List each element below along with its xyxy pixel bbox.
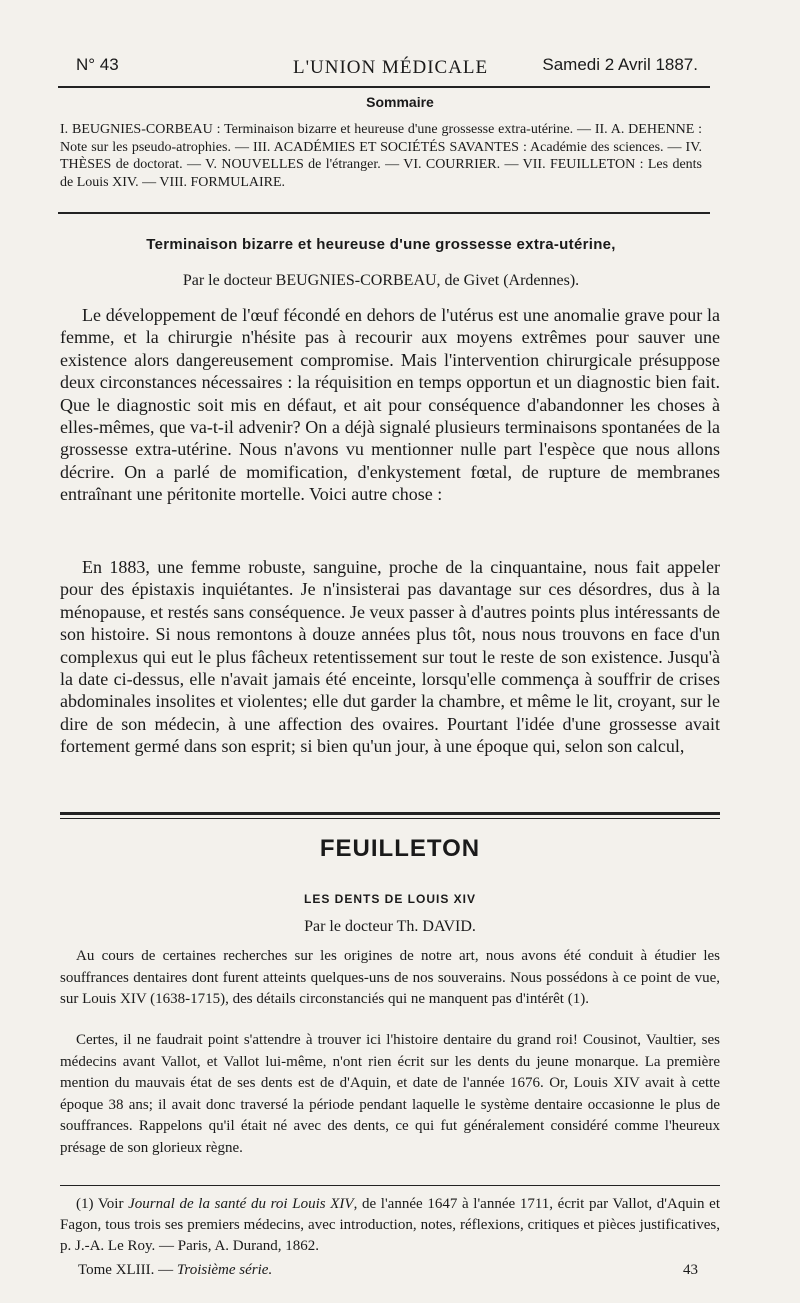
- page-footer: [78, 1262, 698, 1279]
- sommaire-title: Sommaire: [366, 94, 434, 110]
- footnote-rule: [60, 1185, 720, 1186]
- sommaire-text: I. BEUGNIES-CORBEAU : Terminaison bizarre et heureuse d'une grossesse extra-utérine. — II. A. DEHENNE : Note sur les pseudo-atrophies. — III. ACADÉMIES ET SOCIÉTÉS SAVANTES : Académie des sciences. — IV. THÈSES de doctorat. — V. NOUVELLES de l'étranger. — VI. COURRIER. — VII. FEUILLETON : Les dents de Louis XIV. — VIII. FORMULAIRE.: [60, 122, 702, 190]
- sommaire-rule: [58, 212, 710, 214]
- feuilleton-title: FEUILLETON: [319, 835, 481, 862]
- article-author: Par le docteur BEUGNIES-CORBEAU, de Givet (Ardennes).: [182, 272, 580, 289]
- page-header: [58, 55, 698, 85]
- feuilleton-author: Par le docteur Th. DAVID.: [304, 918, 476, 935]
- footer-tome: Tome XLIII. —: [78, 1262, 177, 1278]
- footnote-title: Journal de la santé du roi Louis XIV: [128, 1196, 354, 1212]
- header-rule: [58, 86, 710, 88]
- article-paragraph-text: Le développement de l'œuf fécondé en dehors de l'utérus est une anomalie grave pour la femme, et la chirurgie n'hésite pas à recourir aux moyens extrêmes pour sauver une existence alors dangereusement compromise. Mais l'intervention chirurgicale présuppose deux circonstances nécessaires : la réquisition en temps opportun et un diagnostic bien fait. Que le diagnostic soit mis en défaut, et ait pour conséquence d'abandonner les choses à elles-mêmes, que va-t-il advenir? On a déjà signalé plusieurs terminaisons spontanées de la grossesse extra-utérine. Nous n'avons vu mentionner nulle part l'espèce que nous allons décrire. On a parlé de momification, d'enkystement fœtal, de rupture de membranes entraînant une péritonite mortelle. Voici autre chose :: [60, 305, 720, 505]
- feuilleton-rule-bottom: [60, 818, 720, 819]
- feuilleton-paragraph-2: [60, 1030, 720, 1160]
- page-number: 43: [683, 1262, 698, 1278]
- issue-date: Samedi 2 Avril 1887.: [542, 55, 698, 74]
- feuilleton-rule-top: [60, 812, 720, 815]
- feuilleton-paragraph-1: [60, 946, 720, 1011]
- journal-title: L'UNION MÉDICALE: [293, 57, 489, 78]
- article-paragraph-1: [60, 304, 720, 506]
- footnote: [60, 1194, 720, 1257]
- feuilleton-subtitle: LES DENTS DE LOUIS XIV: [303, 892, 477, 906]
- footnote-marker: (1) Voir: [76, 1196, 129, 1212]
- feuilleton-paragraph-text: Certes, il ne faudrait point s'attendre à trouver ici l'histoire dentaire du grand roi! Cousinot, Vaultier, ses médecins avant Vallot, et Vallot lui-même, n'ont rien écrit sur les dents du jeune monarque. La première mention du mauvais état de ses dents est de d'Aquin, et date de l'année 1676. Or, Louis XIV avait à cette époque 38 ans; il avait donc traversé la période pendant laquelle le système dentaire occasionne le plus de souffrances. Rappelons qu'il était né avec des dents, ce qui fut généralement considéré comme l'heureux présage de son glorieux règne.: [60, 1032, 720, 1156]
- footer-serie: Troisième série.: [176, 1262, 273, 1278]
- feuilleton-paragraph-text: Au cours de certaines recherches sur les origines de notre art, nous avons été conduit à étudier les souffrances dentaires dont furent atteints quelques-uns de nos souverains. Nous possédons à ce point de vue, sur Louis XIV (1638-1715), des détails circonstanciés qui ne manquent pas d'intérêt (1).: [60, 948, 720, 1008]
- issue-number: N° 43: [76, 55, 119, 74]
- footnote-rest: , de l'année 1647 à l'année 1711, écrit par Vallot, d'Aquin et Fagon, tous trois ses premiers médecins, avec introduction, notes, réflexions, critiques et pièces justificatives, p. J.-A. Le Roy. — Paris, A. Durand, 1862.: [60, 1196, 720, 1254]
- article-paragraph-2: [60, 556, 720, 758]
- article-title: Terminaison bizarre et heureuse d'une grossesse extra-utérine,: [146, 236, 616, 253]
- article-paragraph-text: En 1883, une femme robuste, sanguine, proche de la cinquantaine, nous fait appeler pour des épistaxis inquiétantes. Je n'insisterai pas davantage sur ces désordres, dus à la ménopause, et restés sans conséquence. Je veux passer à d'autres points plus intéressants de son histoire. Si nous remontons à douze années plus tôt, nous nous trouvons en face d'un complexus qui eut le plus fâcheux retentissement sur tout le reste de son existence. Jusqu'à la date ci-dessus, elle n'avait jamais été enceinte, lorsqu'elle commença à souffrir de crises abdominales insolites et violentes; elle dut garder la chambre, et même le lit, croyant, sur le dire de son médecin, à une affection des ovaires. Pourtant l'idée d'une grossesse avait fortement germé dans son esprit; si bien qu'un jour, à une époque qui, selon son calcul,: [60, 557, 720, 757]
